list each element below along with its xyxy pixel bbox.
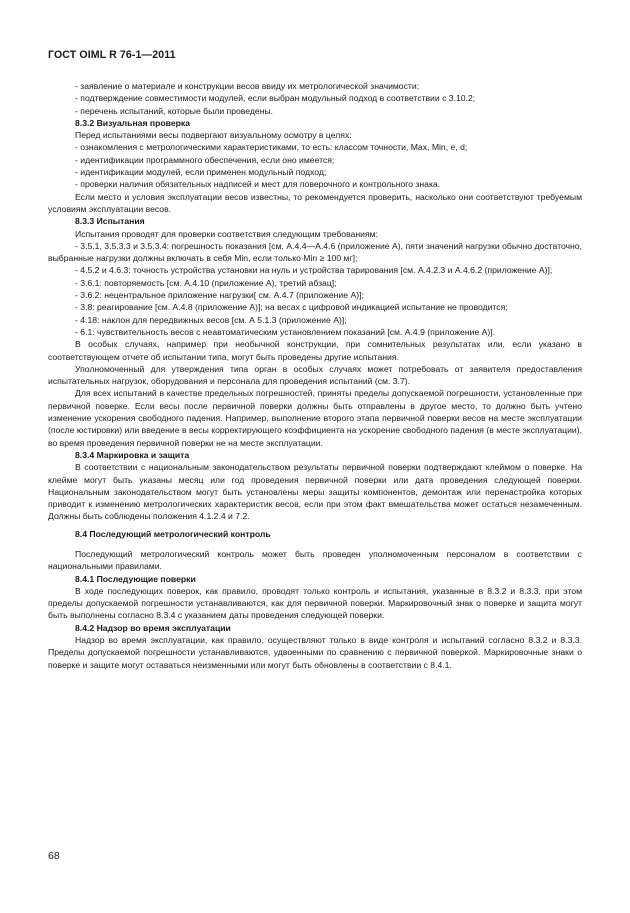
subsection-heading: 8.3.2 Визуальная проверка (75, 117, 190, 128)
paragraph: - 3.6.1: повторяемость [см. А.4.10 (приложение А), третий абзац]; (75, 277, 337, 288)
section-heading: 8.4 Последующий метрологический контроль (75, 528, 271, 539)
paragraph: - 4.5.2 и 4.6.3: точность устройства установки на нуль и устройства тарирования [см. А.4.2.3 и А.4.6.2 (приложение А)]; (75, 265, 553, 276)
paragraph: - 3.8: реагирование [см. А.4.8 (приложение А)]; на весах с цифровой индикацией испытание не проводится; (75, 302, 508, 313)
paragraph: Уполномоченный для утверждения типа орган в особых случаях может потребовать от заявителя предоставления испытательных нагрузок, оборудования и персонала для проведения испытаний (см. 3.7). (48, 363, 582, 387)
paragraph: Для всех испытаний в качестве предельных погрешностей, приняты пределы допускаемой погрешности, установленные при первичной поверке. Если весы после первичной поверки должны быть отправлены в другое место, то должно быть учтено изменение ускорения свободного падения. Например, выполнение второго этапа первичной поверки весов на месте эксплуатации (после юстировки) или введение в весы корректирующего коэффициента на ускорение свободного падения (в месте эксплуатации), во время проведения первичной поверки не на месте эксплуатации. (48, 388, 582, 448)
paragraph: Надзор во время эксплуатации, как правило, осуществляют только в виде контроля и испытаний согласно 8.3.2 и 8.3.3. Пределы допускаемой погрешности устанавливаются, удвоенными по сравнению с первичной поверкой. Маркировочные знаки о поверке и защите могут оставаться неизменными или могут быть обновлены в соответствии с 8.4.1. (48, 635, 582, 670)
paragraph: Последующий метрологический контроль может быть проведен уполномоченным персоналом в соответствии с национальными правилами. (48, 548, 582, 572)
paragraph: - идентификации программного обеспечения, если оно имеется; (75, 154, 335, 165)
paragraph: В особых случаях, например при необычной конструкции, при сомнительных результатах или, если указано в соответствующем отчете об испытании типа, могут быть проведены другие испытания. (48, 339, 582, 362)
subsection-heading: 8.4.1 Последующие поверки (75, 573, 196, 584)
paragraph: В ходе последующих поверок, как правило, проводят только контроль и испытания, указанные в 8.3.2 и 8.3.3, при этом пределы допускаемой погрешности устанавливаются, как для первичной поверки. Маркировочный знак о поверке и защита могут быть выполнены согласно 8.3.4 с указанием даты проведения следующей поверки. (48, 585, 582, 621)
paragraph: Если место и условия эксплуатации весов известны, то рекомендуется проверить, насколько они соответствуют требуемым условиям эксплуатации весов. (48, 191, 582, 214)
paragraph: - 6.1: чувствительность весов с неавтоматическим установлением показаний [см. А.4.9 (приложение А)]. (75, 326, 496, 337)
document-body (48, 80, 582, 671)
subsection-heading: 8.4.2 Надзор во время эксплуатации (75, 622, 231, 633)
paragraph: - заявление о материале и конструкции весов ввиду их метрологической значимости; (75, 81, 420, 91)
document-header: ГОСТ OIML R 76-1—2011 (48, 49, 176, 61)
paragraph: Испытания проводят для проверки соответствия следующим требованиям: (75, 228, 378, 239)
paragraph: - 3.5.1, 3.5.3.3 и 3.5.3.4: погрешность показания [см. А.4.4—А.4.6 (приложение А), пяти значений нагрузки обычно достаточно, выбранные нагрузки должны включать в себя Min, если только Min ≥ 100 мг]; (48, 240, 582, 264)
paragraph: - ознакомления с метрологическими характеристиками, то есть: классом точности, Max, Min, e, d; (75, 142, 468, 153)
paragraph: - идентификации модулей, если применен модульный подход; (75, 167, 327, 178)
page-number: 68 (48, 850, 60, 862)
paragraph: - 3.6.2: нецентральное приложение нагрузки[ см. А.4.7 (приложение А)]; (75, 290, 364, 301)
subsection-heading: 8.3.4 Маркировка и защита (75, 449, 190, 460)
subsection-heading: 8.3.3 Испытания (75, 216, 145, 227)
paragraph: - перечень испытаний, которые были проведены. (75, 105, 274, 116)
paragraph: - подтверждение совместимости модулей, если выбран модульный подход в соответствии с 3.10.2; (75, 93, 476, 104)
paragraph: - проверки наличия обязательных надписей и мест для поверочного и контрольного знака. (75, 179, 441, 190)
paragraph: Перед испытаниями весы подвергают визуальному осмотру в целях: (75, 130, 352, 141)
paragraph: В соответствии с национальным законодательством результаты первичной поверки подтверждают клеймом о поверке. На клейме могут быть указаны месяц или год проведения первичной поверки или дата проведения следующей поверки. Национальным законодательством могут быть установлены меры защиты компонентов, демонтаж или перенастройка которых приводит к изменению метрологических характеристик весов, если при этом факт вмешательства может остаться незамеченным. Должны быть соблюдены положения 4.1.2.4 и 7.2. (48, 462, 582, 522)
paragraph: - 4.18: наклон для передвижных весов [см. А 5.1.3 (приложение А)]; (75, 314, 347, 325)
